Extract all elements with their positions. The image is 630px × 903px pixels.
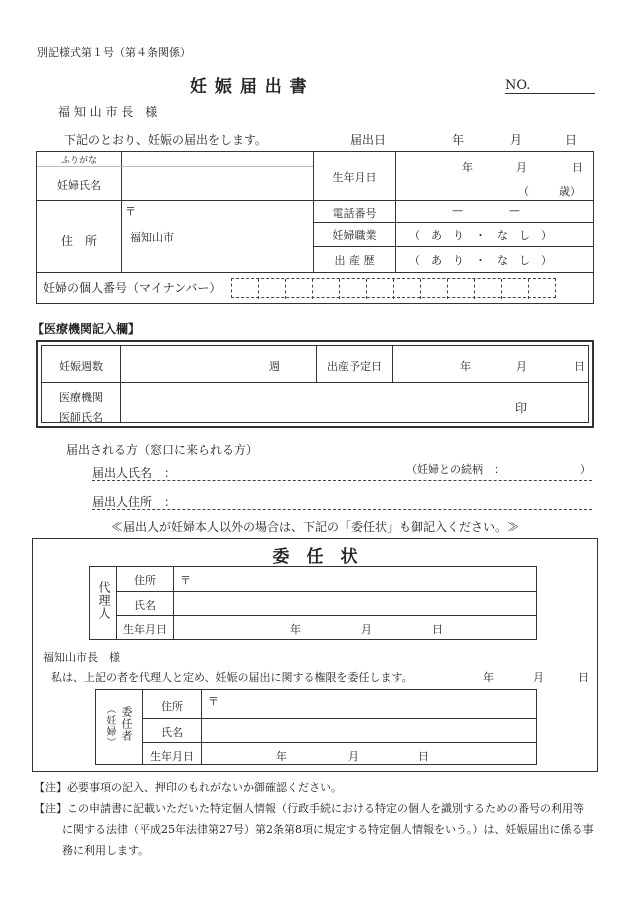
mynumber-digit-box[interactable] — [259, 279, 286, 299]
form-title: 妊 娠 届 出 書 — [190, 77, 308, 97]
mynumber-digit-box[interactable] — [394, 279, 421, 299]
delegator-birth-year: 年 — [276, 750, 287, 763]
proxy-title: 委 任 状 — [272, 547, 358, 567]
mynumber-digit-box[interactable] — [475, 279, 502, 299]
delegator-label: 委任者 — [120, 706, 133, 742]
pregnancy-weeks-label: 妊娠週数 — [59, 360, 103, 373]
agent-name-input[interactable] — [174, 592, 536, 614]
doctor-label: 医師氏名 — [59, 411, 103, 424]
delegator-table — [95, 689, 537, 765]
proxy-statement: 私は、上記の者を代理人と定め、妊娠の届出に関する権限を委任します。 — [51, 671, 413, 684]
mynumber-digit-box[interactable] — [529, 279, 556, 299]
due-day: 日 — [574, 360, 585, 373]
institution-label: 医療機関 — [59, 391, 103, 404]
postal-mark: 〒 — [125, 205, 136, 218]
submission-month: 月 — [510, 133, 523, 147]
birthdate-input[interactable] — [396, 153, 593, 199]
form-number-label: NO. — [505, 78, 531, 93]
mynumber-digit-box[interactable] — [340, 279, 367, 299]
statement-month: 月 — [533, 671, 544, 684]
proxy-notice: ≪届出人が妊婦本人以外の場合は、下記の「委任状」も御記入ください。≫ — [111, 520, 520, 534]
addressee: 福 知 山 市 長 様 — [58, 105, 158, 119]
agent-label: 代理人 — [97, 581, 111, 620]
due-date-label: 出産予定日 — [327, 360, 382, 373]
furigana-label: ふりがな — [60, 156, 97, 166]
seal-mark: 印 — [515, 401, 528, 415]
mynumber-digit-box[interactable] — [367, 279, 394, 299]
agent-birth-day: 日 — [432, 623, 443, 636]
institution-doctor-input[interactable] — [121, 383, 589, 425]
form-reference: 別記様式第１号（第４条関係） — [37, 46, 191, 59]
proxy-addressee: 福知山市長 様 — [43, 651, 120, 664]
occupation-label: 妊婦職業 — [332, 229, 377, 242]
delegator-birth-day: 日 — [418, 750, 429, 763]
medical-section-title: 【医療機関記入欄】 — [32, 322, 141, 336]
mynumber-digit-box[interactable] — [502, 279, 529, 299]
address-label: 住 所 — [60, 234, 97, 248]
agent-name-label: 氏名 — [134, 599, 156, 612]
age-open: （ — [518, 185, 529, 198]
birth-history-label: 出 産 歴 — [334, 254, 375, 267]
submission-year: 年 — [452, 133, 465, 147]
birth-history-options[interactable]: （ あ り ・ な し ） — [409, 254, 552, 267]
intro-text: 下記のとおり、妊娠の届出をします。 — [64, 133, 268, 147]
birthdate-label: 生年月日 — [332, 171, 377, 184]
phone-separator: — — [452, 204, 463, 217]
note-1: 【注】必要事項の記入、押印のもれがないか御確認ください。 — [34, 781, 342, 794]
due-year: 年 — [460, 360, 471, 373]
pregnancy-weeks-input[interactable] — [121, 347, 315, 381]
age-unit: 歳） — [559, 185, 581, 198]
delegator-birth-label: 生年月日 — [150, 750, 194, 763]
agent-birth-month: 月 — [361, 623, 372, 636]
agent-birth-input[interactable] — [174, 616, 536, 639]
applicant-table — [36, 151, 594, 304]
due-date-input[interactable] — [393, 347, 589, 381]
phone-input[interactable] — [396, 201, 593, 221]
relation-label: （妊婦との続柄 ： — [406, 463, 505, 476]
mynumber-digit-box[interactable] — [286, 279, 313, 299]
mynumber-digit-box[interactable] — [232, 279, 259, 299]
mynumber-digit-box[interactable] — [448, 279, 475, 299]
birth-day: 日 — [572, 161, 583, 174]
delegator-birth-month: 月 — [348, 750, 359, 763]
submission-day: 日 — [565, 133, 578, 147]
agent-table — [89, 566, 537, 640]
weeks-unit: 週 — [269, 360, 280, 373]
submission-date-label: 届出日 — [350, 133, 387, 147]
submitter-name-label: 届出人氏名 ： — [92, 466, 177, 480]
delegator-birth-input[interactable] — [202, 743, 536, 765]
postal-mark: 〒 — [208, 695, 219, 708]
statement-day: 日 — [578, 671, 589, 684]
mynumber-input[interactable] — [231, 278, 556, 298]
delegator-address-label: 住所 — [161, 700, 183, 713]
medical-table — [36, 340, 594, 428]
note-2-line-3: 務に利用します。 — [62, 844, 150, 857]
agent-birth-label: 生年月日 — [123, 623, 167, 636]
name-label: 妊婦氏名 — [57, 179, 101, 192]
due-month: 月 — [516, 360, 527, 373]
submitter-address-field[interactable] — [92, 492, 592, 510]
mynumber-digit-box[interactable] — [313, 279, 340, 299]
phone-separator: — — [509, 204, 520, 217]
note-2-line-1: 【注】この申請書に記載いただいた特定個人情報（行政手続における特定の個人を識別するための番号の利用等 — [34, 802, 584, 815]
city-label: 福知山市 — [130, 231, 174, 244]
delegator-sub-label: （妊婦） — [104, 704, 115, 748]
relation-close: ） — [580, 463, 591, 476]
form-number[interactable] — [505, 78, 595, 94]
delegator-name-label: 氏名 — [161, 726, 183, 739]
agent-address-label: 住所 — [134, 574, 156, 587]
furigana-input[interactable] — [122, 153, 312, 166]
address-input[interactable] — [122, 201, 312, 271]
statement-year: 年 — [483, 671, 494, 684]
mynumber-digit-box[interactable] — [421, 279, 448, 299]
postal-mark: 〒 — [180, 574, 191, 587]
birth-year: 年 — [462, 161, 473, 174]
agent-birth-year: 年 — [290, 623, 301, 636]
note-2-line-2: に関する法律（平成25年法律第27号）第2条第8項に規定する特定個人情報をいう。）は、妊娠届出に係る事 — [62, 823, 594, 836]
proxy-box — [32, 538, 598, 772]
delegator-address-input[interactable] — [202, 691, 536, 717]
mynumber-label: 妊婦の個人番号（マイナンバー） — [43, 281, 222, 295]
submitter-name-field[interactable] — [92, 463, 592, 481]
agent-address-input[interactable] — [174, 568, 536, 590]
phone-label: 電話番号 — [332, 207, 377, 220]
name-input[interactable] — [122, 167, 312, 199]
occupation-options[interactable]: （ あ り ・ な し ） — [409, 229, 552, 242]
birth-month: 月 — [516, 161, 527, 174]
delegator-name-input[interactable] — [202, 719, 536, 741]
submitter-address-label: 届出人住所 ： — [92, 495, 177, 509]
submitter-heading: 届出される方（窓口に来られる方） — [66, 443, 259, 457]
